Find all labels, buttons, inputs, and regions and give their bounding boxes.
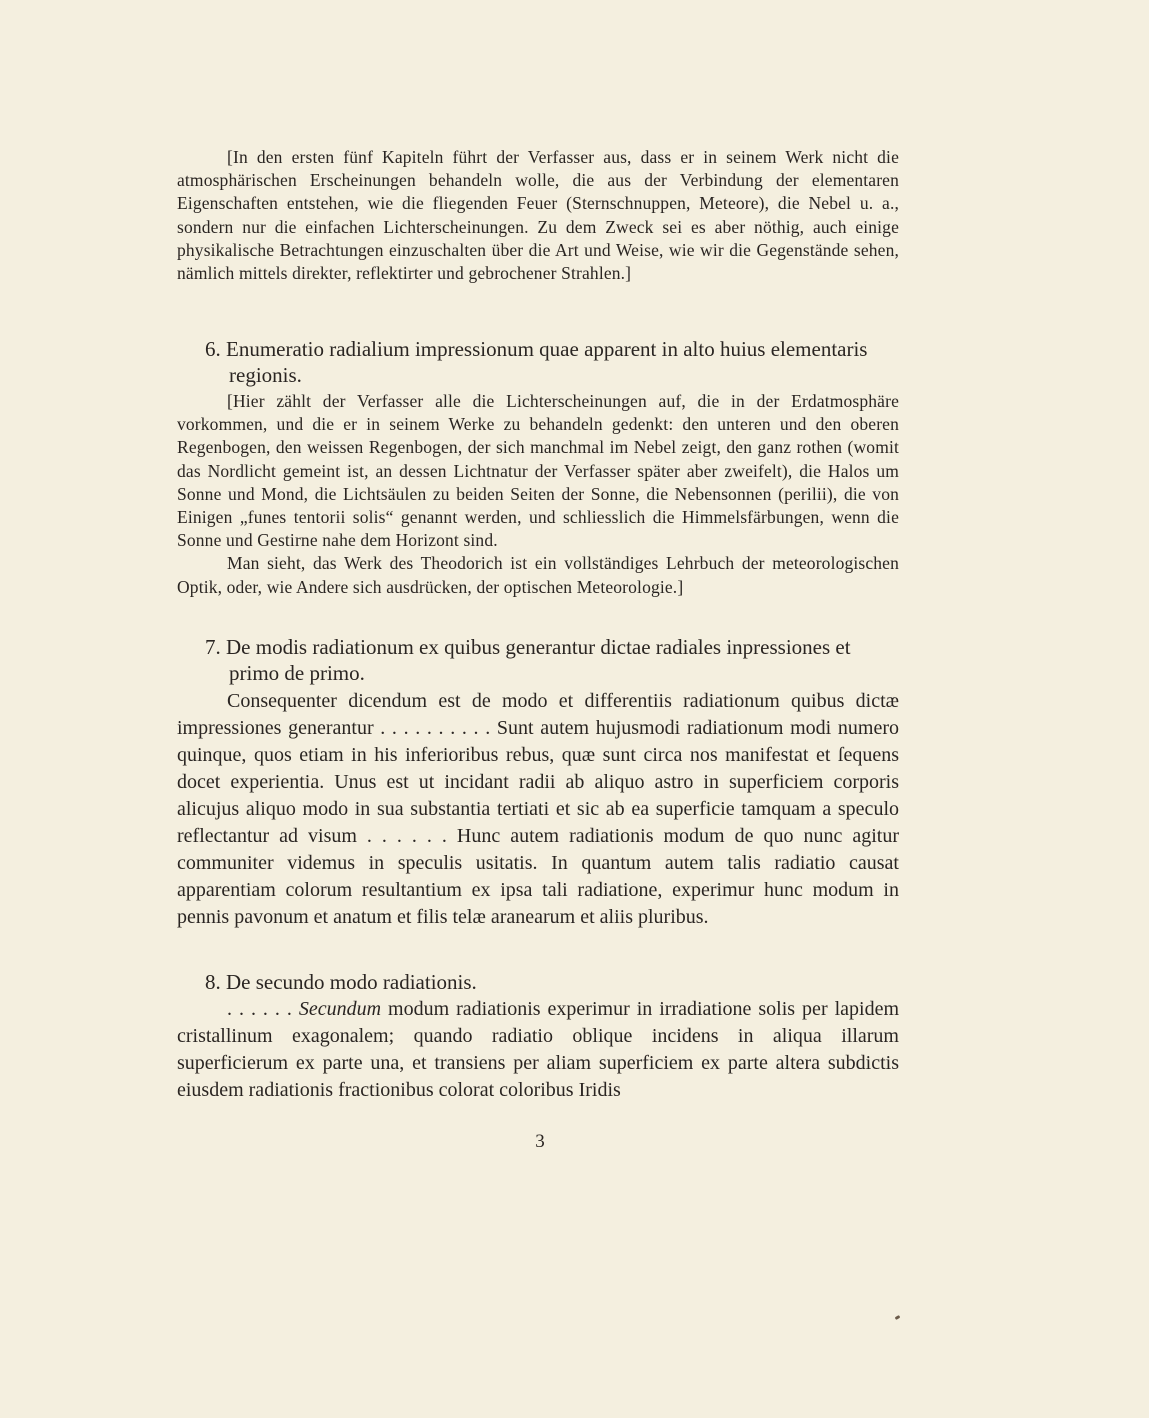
section-8-body <box>177 996 899 1104</box>
ellipsis-lead: . . . . . . <box>227 998 299 1020</box>
summary-chapter-6 <box>177 390 899 599</box>
section-6 <box>177 336 899 388</box>
section-8-heading: 8. De secundo modo radiationis. <box>205 970 477 994</box>
section-6-heading: 6. Enumeratio radialium impressionum quae apparent in alto huius elementaris regionis. <box>205 337 868 387</box>
summary-chapters-1-5 <box>177 146 899 285</box>
section-8 <box>177 969 899 995</box>
summary-paragraph-3: Man sieht, das Werk des Theodorich ist ein vollständiges Lehrbuch der meteorologischen Optik, oder, wie Andere sich ausdrücken, der optischen Meteorologie.] <box>177 553 899 597</box>
section-7-heading: 7. De modis radiationum ex quibus generantur dictae radiales inpressiones et primo de primo. <box>205 635 851 685</box>
section-7-paragraph: Consequenter dicendum est de modo et differentiis radiationum quibus dictæ impressiones generantur . . . . . . . . . . Sunt autem hujusmodi radiationum modi numero quinque, quos etiam in his inferioribus rebus, quæ sunt circa nos manifestat et ſequens docet experientia. Unus est ut incidant radii ab aliquo astro in superficiem corporis alicujus aliquo modo in sua substantia tertiati et sic ab ea superficie tamquam a speculo reflectantur ad visum . . . . . . Hunc autem radiationis modum de quo nunc agitur communiter videmus in speculis usitatis. In quantum autem talis radiatio causat apparentiam colorum resultantium ex ipsa tali radiatione, experimur hunc modum in pennis pavonum et anatum et filis telæ aranearum et aliis pluribus. <box>177 690 899 928</box>
section-8-paragraph <box>177 996 899 1104</box>
page-number: 3 <box>535 1131 545 1152</box>
summary-paragraph-2: [Hier zählt der Verfasser alle die Lichterscheinungen auf, die in der Erdatmosphäre vorkommen, und die er in seinem Werke zu behandeln gedenkt: den unteren und den oberen Regenbogen, den weissen Regenbogen, der sich manchmal im Nebel zeigt, den ganz rothen (womit das Nordlicht gemeint ist, an dessen Lichtnatur der Verfasser später aber zweifelt), die Halos um Sonne und Mond, die Lichtsäulen zu beiden Seiten der Sonne, die Nebensonnen (perilii), die von Einigen „funes tentorii solis“ genannt werden, und schliesslich die Himmelsfärbungen, wenn die Sonne und Gestirne nahe dem Horizont sind. <box>177 391 899 551</box>
section-7-body <box>177 688 899 931</box>
italic-secundum: Secundum <box>298 998 382 1020</box>
summary-paragraph-1: [In den ersten fünf Kapiteln führt der Verfasser aus, dass er in seinem Werk nicht die atmosphärischen Erscheinungen behandeln wolle, die aus der Verbindung der elementaren Eigenschaften entstehen, wie die fliegenden Feuer (Sternschnuppen, Meteore), die Nebel u. a., sondern nur die einfachen Lichterscheinungen. Zu dem Zweck sei es aber nöthig, auch einige physikalische Betrachtungen einzuschalten über die Art und Weise, wie wir die Gegenstände sehen, nämlich mittels direkter, reflektirter und gebrochener Strahlen.] <box>177 147 899 284</box>
section-8-text: modum radiationis experimur in irradiatione solis per lapidem cristallinum exagonalem; quando radiatio oblique incidens in aliqua illarum superficierum ex parte una, et transiens per aliam superficiem ex parte altera subdictis eiusdem radiationis fractionibus colorat coloribus Iridis <box>177 998 899 1101</box>
section-7 <box>177 634 899 686</box>
ink-speck <box>895 1315 901 1320</box>
